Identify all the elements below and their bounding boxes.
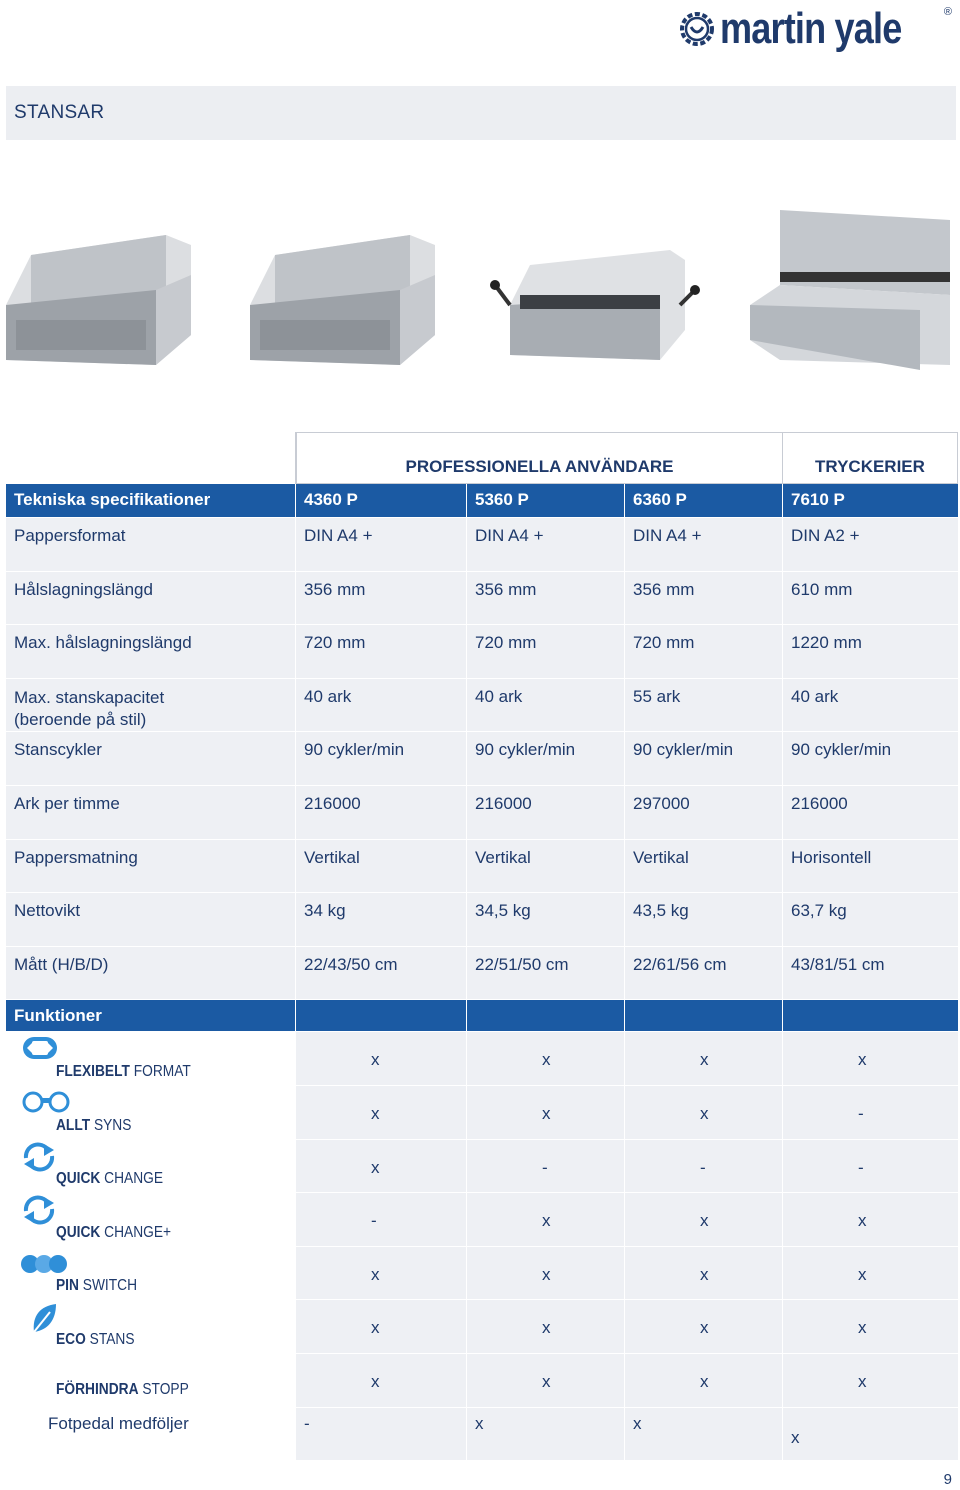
pin-switch-icon bbox=[20, 1253, 68, 1275]
feature-label-cell bbox=[6, 1300, 296, 1354]
table-row bbox=[6, 840, 958, 894]
table-row bbox=[6, 518, 958, 572]
feature-value: x bbox=[625, 1086, 783, 1140]
table-cell: 90 cykler/min bbox=[783, 732, 958, 786]
table-cell: 90 cykler/min bbox=[625, 732, 783, 786]
table-row bbox=[6, 947, 958, 1001]
spec-table bbox=[6, 432, 958, 1461]
feature-value: - bbox=[783, 1140, 958, 1194]
feature-value: x bbox=[625, 1300, 783, 1354]
feature-value: x bbox=[296, 1032, 467, 1086]
feature-value: x bbox=[783, 1300, 958, 1354]
features-header: Funktioner bbox=[6, 1000, 296, 1032]
row-label: Ark per timme bbox=[6, 786, 296, 840]
table-cell: 43/81/51 cm bbox=[783, 947, 958, 1001]
table-row bbox=[6, 786, 958, 840]
feature-value: x bbox=[783, 1354, 958, 1408]
feature-value: x bbox=[625, 1354, 783, 1408]
row-label: Hålslagningslängd bbox=[6, 572, 296, 626]
page-number: 9 bbox=[943, 1471, 952, 1488]
product-images bbox=[0, 205, 960, 375]
table-row bbox=[6, 732, 958, 786]
product-image-5360p bbox=[250, 235, 435, 370]
feature-value: x bbox=[625, 1247, 783, 1301]
table-cell: 43,5 kg bbox=[625, 893, 783, 947]
feature-label: FLEXIBELT FORMAT bbox=[56, 1062, 191, 1080]
feature-label-cell bbox=[6, 1032, 296, 1086]
group-professional: PROFESSIONELLA ANVÄNDARE bbox=[296, 432, 783, 484]
feature-value: x bbox=[296, 1140, 467, 1194]
feature-row-footpedal bbox=[6, 1408, 958, 1462]
feature-value: x bbox=[296, 1300, 467, 1354]
table-cell: 40 ark bbox=[467, 679, 625, 733]
table-cell: DIN A4 + bbox=[625, 518, 783, 572]
table-cell: 34 kg bbox=[296, 893, 467, 947]
row-label: Nettovikt bbox=[6, 893, 296, 947]
feature-label: QUICK CHANGE+ bbox=[56, 1223, 172, 1241]
quick-change-plus-icon bbox=[22, 1195, 56, 1225]
table-cell: 216000 bbox=[783, 786, 958, 840]
group-spacer bbox=[6, 432, 296, 484]
product-image-4360p bbox=[6, 235, 191, 370]
row-label: Pappersformat bbox=[6, 518, 296, 572]
feature-row-eco-stans bbox=[6, 1300, 958, 1354]
registered-mark: ® bbox=[943, 6, 952, 18]
feature-value: - bbox=[296, 1193, 467, 1247]
row-label: Stanscykler bbox=[6, 732, 296, 786]
header-cell: 6360 P bbox=[625, 484, 783, 518]
feature-value: x bbox=[783, 1408, 958, 1462]
feature-value: x bbox=[467, 1193, 625, 1247]
table-cell: Vertikal bbox=[625, 840, 783, 894]
table-cell: 216000 bbox=[467, 786, 625, 840]
row-label: Max. stanskapacitet (beroende på stil) bbox=[6, 679, 296, 733]
feature-label: ALLT SYNS bbox=[56, 1116, 132, 1134]
table-row bbox=[6, 893, 958, 947]
feature-label: ECO STANS bbox=[56, 1330, 135, 1348]
table-cell: 90 cykler/min bbox=[296, 732, 467, 786]
feature-value: x bbox=[625, 1032, 783, 1086]
feature-row-quick-change bbox=[6, 1140, 958, 1194]
feature-value: - bbox=[467, 1140, 625, 1194]
table-cell: DIN A4 + bbox=[467, 518, 625, 572]
table-cell: 40 ark bbox=[296, 679, 467, 733]
feature-label-cell bbox=[6, 1193, 296, 1247]
group-printers: TRYCKERIER bbox=[783, 432, 958, 484]
table-cell: DIN A2 + bbox=[783, 518, 958, 572]
brand-name: martin yale bbox=[720, 4, 902, 53]
feature-value: x bbox=[625, 1408, 783, 1462]
header-cell bbox=[783, 1000, 958, 1032]
feature-value: - bbox=[625, 1140, 783, 1194]
header-cell: 5360 P bbox=[467, 484, 625, 518]
flexible-format-icon bbox=[22, 1036, 58, 1060]
feature-row-pin-switch bbox=[6, 1247, 958, 1301]
feature-row-quick-change-plus bbox=[6, 1193, 958, 1247]
header-cell bbox=[467, 1000, 625, 1032]
header-cell: 4360 P bbox=[296, 484, 467, 518]
feature-value: x bbox=[467, 1032, 625, 1086]
feature-value: - bbox=[783, 1086, 958, 1140]
section-title: STANSAR bbox=[6, 86, 956, 140]
table-cell: 22/61/56 cm bbox=[625, 947, 783, 1001]
feature-value: x bbox=[783, 1193, 958, 1247]
table-cell: 610 mm bbox=[783, 572, 958, 626]
feature-value: x bbox=[625, 1193, 783, 1247]
feature-value: x bbox=[467, 1086, 625, 1140]
table-cell: 63,7 kg bbox=[783, 893, 958, 947]
feature-value: x bbox=[467, 1354, 625, 1408]
table-cell: 55 ark bbox=[625, 679, 783, 733]
header-cell: Tekniska specifikationer bbox=[6, 484, 296, 518]
feature-value: x bbox=[467, 1300, 625, 1354]
feature-value: x bbox=[296, 1086, 467, 1140]
row-label: Max. hålslagningslängd bbox=[6, 625, 296, 679]
quick-change-icon bbox=[22, 1142, 56, 1172]
table-cell: 356 mm bbox=[625, 572, 783, 626]
feature-label-cell bbox=[6, 1140, 296, 1194]
feature-value: x bbox=[296, 1247, 467, 1301]
header-cell: 7610 P bbox=[783, 484, 958, 518]
table-row bbox=[6, 572, 958, 626]
table-cell: DIN A4 + bbox=[296, 518, 467, 572]
header-cell bbox=[625, 1000, 783, 1032]
feature-row-flexible-format bbox=[6, 1032, 958, 1086]
group-header-row bbox=[6, 432, 958, 484]
eco-leaf-icon bbox=[30, 1302, 58, 1334]
feature-label: PIN SWITCH bbox=[56, 1277, 138, 1295]
feature-value: x bbox=[467, 1247, 625, 1301]
feature-value: x bbox=[783, 1247, 958, 1301]
feature-value: x bbox=[783, 1032, 958, 1086]
table-cell: 216000 bbox=[296, 786, 467, 840]
brand-logo bbox=[680, 2, 950, 56]
feature-label: QUICK CHANGE bbox=[56, 1170, 164, 1188]
feature-value: x bbox=[467, 1408, 625, 1462]
product-image-6360p bbox=[490, 245, 705, 365]
table-row bbox=[6, 625, 958, 679]
row-label: Pappersmatning bbox=[6, 840, 296, 894]
table-cell: 22/43/50 cm bbox=[296, 947, 467, 1001]
feature-row-allt-syns bbox=[6, 1086, 958, 1140]
feature-label-cell bbox=[6, 1086, 296, 1140]
feature-row-forhindra-stopp bbox=[6, 1354, 958, 1408]
table-cell: 1220 mm bbox=[783, 625, 958, 679]
table-cell: 297000 bbox=[625, 786, 783, 840]
table-cell: 40 ark bbox=[783, 679, 958, 733]
footpedal-label: Fotpedal medföljer bbox=[6, 1408, 296, 1462]
feature-label-cell bbox=[6, 1354, 296, 1408]
binoculars-icon bbox=[20, 1090, 72, 1114]
feature-value: x bbox=[296, 1354, 467, 1408]
table-cell: 356 mm bbox=[296, 572, 467, 626]
row-label: Mått (H/B/D) bbox=[6, 947, 296, 1001]
feature-label: FÖRHINDRA STOPP bbox=[56, 1381, 189, 1399]
table-cell: Horisontell bbox=[783, 840, 958, 894]
table-cell: Vertikal bbox=[296, 840, 467, 894]
table-cell: Vertikal bbox=[467, 840, 625, 894]
table-cell: 720 mm bbox=[467, 625, 625, 679]
features-header-row bbox=[6, 1000, 958, 1032]
table-header-row bbox=[6, 484, 958, 518]
table-row bbox=[6, 679, 958, 733]
header-cell bbox=[296, 1000, 467, 1032]
product-image-7610p bbox=[750, 210, 960, 370]
table-cell: 34,5 kg bbox=[467, 893, 625, 947]
feature-value: - bbox=[296, 1408, 467, 1462]
gear-smile-logo-icon bbox=[680, 12, 714, 46]
table-cell: 356 mm bbox=[467, 572, 625, 626]
table-cell: 720 mm bbox=[296, 625, 467, 679]
table-cell: 720 mm bbox=[625, 625, 783, 679]
table-cell: 22/51/50 cm bbox=[467, 947, 625, 1001]
feature-label-cell bbox=[6, 1247, 296, 1301]
table-cell: 90 cykler/min bbox=[467, 732, 625, 786]
